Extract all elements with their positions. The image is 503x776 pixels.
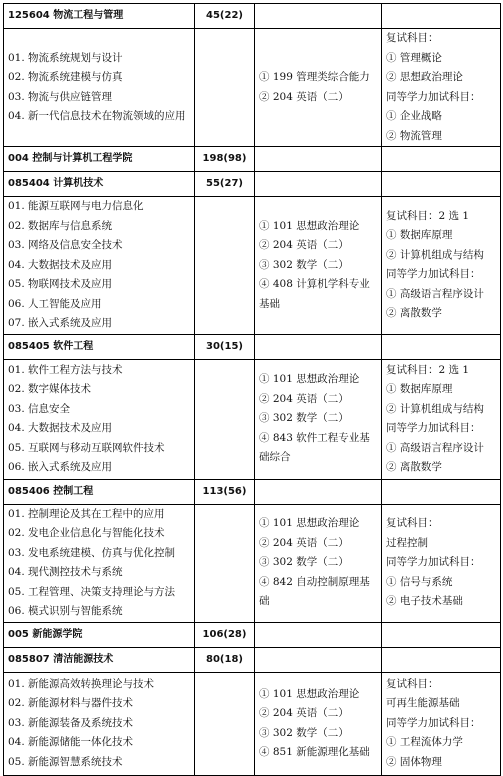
empty-cell bbox=[382, 172, 501, 197]
retest-subjects-item: 同等学力加试科目： bbox=[386, 556, 481, 569]
research-directions-item: 02. 发电企业信息化与智能化技术 bbox=[8, 527, 165, 539]
program-header-row bbox=[4, 4, 501, 29]
program-title: 085807 清洁能源技术 bbox=[4, 647, 195, 672]
enrollment-count: 45(22) bbox=[195, 4, 255, 29]
program-header-row bbox=[4, 147, 501, 172]
empty-cell bbox=[255, 4, 382, 29]
empty-cell bbox=[382, 147, 501, 172]
retest-subjects-item: 复试科目：2 选 1 bbox=[386, 363, 470, 376]
research-directions-item: 05. 互联网与移动互联网软件技术 bbox=[8, 441, 165, 454]
research-directions-item: 04. 现代测控技术与系统 bbox=[8, 566, 123, 578]
exam-subjects-item: ① 199 管理类综合能力 bbox=[259, 71, 370, 83]
retest-subjects-item: 过程控制 bbox=[386, 536, 428, 549]
program-header-row bbox=[4, 334, 501, 359]
retest-subjects-item: ② 固体物理 bbox=[386, 755, 442, 768]
research-directions-item: 01. 新能源高效转换理论与技术 bbox=[8, 677, 155, 690]
retest-subjects-item: 同等学力加试科目： bbox=[386, 90, 481, 103]
exam-subjects bbox=[255, 504, 382, 622]
admissions-table bbox=[3, 3, 501, 776]
retest-subjects-item: ② 计算机组成与结构 bbox=[386, 402, 484, 415]
retest-subjects-item: ② 电子技术基础 bbox=[386, 595, 463, 608]
program-detail-row bbox=[4, 359, 501, 479]
research-directions-item: 03. 发电系统建模、仿真与优化控制 bbox=[8, 546, 176, 559]
exam-subjects-item: ① 101 思想政治理论 bbox=[259, 219, 360, 232]
research-directions-item: 06. 人工智能及应用 bbox=[8, 297, 102, 310]
research-directions-item: 05. 物联网技术及应用 bbox=[8, 278, 113, 290]
research-directions-item: 02. 新能源材料与器件技术 bbox=[8, 697, 134, 710]
exam-subjects-item: ② 204 英语（二） bbox=[259, 392, 349, 405]
exam-subjects-item: ④ 408 计算机学科专业基础 bbox=[259, 278, 370, 310]
retest-subjects-item: 复试科目： bbox=[386, 677, 439, 690]
retest-subjects-item: ① 企业战略 bbox=[386, 110, 442, 122]
program-title: 085404 计算机技术 bbox=[4, 172, 195, 197]
retest-subjects-item: ① 数据库原理 bbox=[386, 383, 453, 395]
research-directions-item: 02. 物流系统建模与仿真 bbox=[8, 71, 123, 83]
research-directions-item: 01. 控制理论及其在工程中的应用 bbox=[8, 507, 165, 520]
program-header-row bbox=[4, 647, 501, 672]
empty-cell bbox=[195, 359, 255, 479]
empty-cell bbox=[255, 647, 382, 672]
research-directions bbox=[4, 359, 195, 479]
research-directions bbox=[4, 29, 195, 147]
program-title: 005 新能源学院 bbox=[4, 622, 195, 647]
research-directions-item: 03. 信息安全 bbox=[8, 402, 71, 415]
retest-subjects bbox=[382, 359, 501, 479]
research-directions-item: 03. 物流与供应链管理 bbox=[8, 90, 113, 103]
enrollment-count: 55(27) bbox=[195, 172, 255, 197]
exam-subjects-item: ② 204 英语（二） bbox=[259, 90, 349, 103]
retest-subjects-item: ② 思想政治理论 bbox=[386, 71, 463, 83]
enrollment-count: 106(28) bbox=[195, 622, 255, 647]
program-detail-row bbox=[4, 29, 501, 147]
retest-subjects-item: 同等学力加试科目： bbox=[386, 422, 481, 434]
empty-cell bbox=[255, 334, 382, 359]
program-header-row bbox=[4, 622, 501, 647]
exam-subjects-item: ③ 302 数学（二） bbox=[259, 726, 349, 739]
enrollment-count: 198(98) bbox=[195, 147, 255, 172]
exam-subjects-item: ② 204 英语（二） bbox=[259, 536, 349, 549]
retest-subjects bbox=[382, 504, 501, 622]
exam-subjects-item: ④ 851 新能源理化基础 bbox=[259, 746, 370, 758]
program-detail-row bbox=[4, 197, 501, 335]
research-directions-item: 04. 新能源储能一体化技术 bbox=[8, 736, 134, 749]
retest-subjects bbox=[382, 29, 501, 147]
retest-subjects-item: ① 管理概论 bbox=[386, 51, 442, 64]
retest-subjects-item: ② 计算机组成与结构 bbox=[386, 248, 484, 261]
research-directions bbox=[4, 672, 195, 775]
exam-subjects-item: ② 204 英语（二） bbox=[259, 239, 349, 251]
exam-subjects-item: ③ 302 数学（二） bbox=[259, 412, 349, 425]
research-directions-item: 04. 新一代信息技术在物流领域的应用 bbox=[8, 110, 186, 122]
research-directions-item: 06. 模式识别与智能系统 bbox=[8, 605, 123, 617]
empty-cell bbox=[255, 479, 382, 504]
program-title: 125604 物流工程与管理 bbox=[4, 4, 195, 29]
exam-subjects-item: ③ 302 数学（二） bbox=[259, 556, 349, 569]
exam-subjects-item: ② 204 英语（二） bbox=[259, 707, 349, 719]
retest-subjects-item: ① 高级语言程序设计 bbox=[386, 287, 484, 300]
program-header-row bbox=[4, 172, 501, 197]
retest-subjects-item: 复试科目： bbox=[386, 517, 439, 530]
retest-subjects-item: 同等学力加试科目： bbox=[386, 716, 481, 729]
research-directions-item: 01. 物流系统规划与设计 bbox=[8, 51, 123, 64]
retest-subjects-item: ① 数据库原理 bbox=[386, 229, 453, 242]
exam-subjects bbox=[255, 197, 382, 335]
research-directions bbox=[4, 504, 195, 622]
exam-subjects-item: ① 101 思想政治理论 bbox=[259, 517, 360, 530]
empty-cell bbox=[195, 504, 255, 622]
program-detail-row bbox=[4, 672, 501, 775]
empty-cell bbox=[255, 622, 382, 647]
enrollment-count: 80(18) bbox=[195, 647, 255, 672]
empty-cell bbox=[382, 479, 501, 504]
empty-cell bbox=[195, 197, 255, 335]
research-directions-item: 07. 嵌入式系统及应用 bbox=[8, 317, 113, 329]
empty-cell bbox=[382, 334, 501, 359]
research-directions-item: 06. 嵌入式系统及应用 bbox=[8, 461, 113, 473]
research-directions-item: 01. 能源互联网与电力信息化 bbox=[8, 200, 144, 212]
empty-cell bbox=[255, 147, 382, 172]
research-directions-item: 02. 数字媒体技术 bbox=[8, 383, 92, 395]
enrollment-count: 113(56) bbox=[195, 479, 255, 504]
exam-subjects-item: ① 101 思想政治理论 bbox=[259, 373, 360, 386]
retest-subjects-item: ① 工程流体力学 bbox=[386, 736, 463, 749]
research-directions-item: 04. 大数据技术及应用 bbox=[8, 422, 113, 434]
retest-subjects-item: ② 离散数学 bbox=[386, 461, 442, 473]
empty-cell bbox=[382, 4, 501, 29]
research-directions-item: 03. 网络及信息安全技术 bbox=[8, 239, 123, 251]
exam-subjects bbox=[255, 672, 382, 775]
retest-subjects-item: 可再生能源基础 bbox=[386, 697, 460, 710]
exam-subjects-item: ④ 842 自动控制原理基础 bbox=[259, 575, 370, 608]
empty-cell bbox=[255, 172, 382, 197]
retest-subjects bbox=[382, 197, 501, 335]
empty-cell bbox=[382, 647, 501, 672]
retest-subjects bbox=[382, 672, 501, 775]
empty-cell bbox=[195, 29, 255, 147]
research-directions-item: 05. 工程管理、决策支持理论与方法 bbox=[8, 585, 176, 598]
retest-subjects-item: 复试科目：2 选 1 bbox=[386, 209, 470, 222]
research-directions-item: 03. 新能源装备及系统技术 bbox=[8, 716, 134, 729]
research-directions-item: 05. 新能源智慧系统技术 bbox=[8, 755, 123, 768]
enrollment-count: 30(15) bbox=[195, 334, 255, 359]
program-title: 085405 软件工程 bbox=[4, 334, 195, 359]
exam-subjects bbox=[255, 359, 382, 479]
research-directions-item: 02. 数据库与信息系统 bbox=[8, 219, 113, 232]
program-detail-row bbox=[4, 504, 501, 622]
program-title: 085406 控制工程 bbox=[4, 479, 195, 504]
retest-subjects-item: ② 离散数学 bbox=[386, 307, 442, 320]
retest-subjects-item: ① 信号与系统 bbox=[386, 575, 453, 588]
exam-subjects-item: ④ 843 软件工程专业基础综合 bbox=[259, 431, 370, 464]
retest-subjects-item: ② 物流管理 bbox=[386, 129, 442, 142]
empty-cell bbox=[382, 622, 501, 647]
retest-subjects-item: ① 高级语言程序设计 bbox=[386, 441, 484, 454]
exam-subjects-item: ③ 302 数学（二） bbox=[259, 258, 349, 271]
exam-subjects-item: ① 101 思想政治理论 bbox=[259, 687, 360, 700]
retest-subjects-item: 同等学力加试科目： bbox=[386, 268, 481, 281]
research-directions-item: 04. 大数据技术及应用 bbox=[8, 258, 113, 271]
program-header-row bbox=[4, 479, 501, 504]
empty-cell bbox=[195, 672, 255, 775]
retest-subjects-item: 复试科目： bbox=[386, 32, 439, 44]
program-title: 004 控制与计算机工程学院 bbox=[4, 147, 195, 172]
research-directions bbox=[4, 197, 195, 335]
research-directions-item: 01. 软件工程方法与技术 bbox=[8, 363, 123, 376]
exam-subjects bbox=[255, 29, 382, 147]
